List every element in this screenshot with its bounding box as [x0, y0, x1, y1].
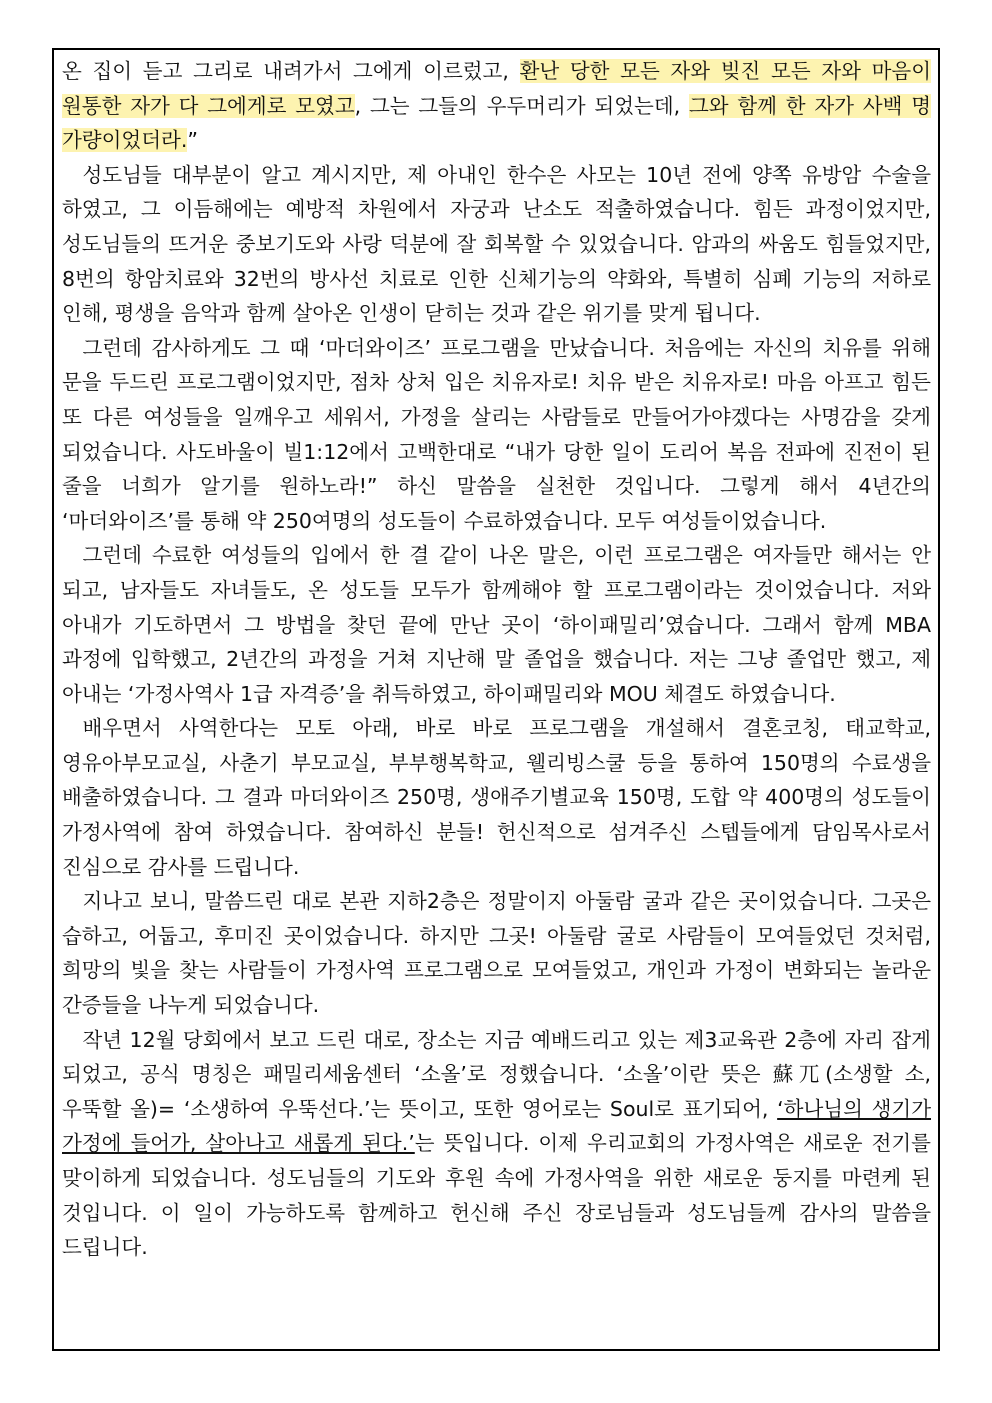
text-segment: 그런데 감사하게도 그 때 ‘마더와이즈’ 프로그램을 만났습니다. 처음에는 자신의 치유를 위해 문을 두드린 프로그램이었지만, 점차 상처 입은 치유자로! 치유 받은 치유자로! 마음 아프고 힘든 또 다른 여성들을 일깨우고 세워서, 가정을 살리는 사람들로 만들어가야겠다는 사명감을 갖게 되었습니다. 사도바울이 빌1:12에서 고백한대로 “내가 당한 일이 도리어 복음 전파에 진전이 된 줄을 너희가 알기를 원하노라!” 하신 말씀을 실천한 것입니다. 그렇게 해서 4년간의 ‘마더와이즈’를 통해 약 250여명의 성도들이 수료하였습니다. 모두 여성들이었습니다.: [62, 335, 931, 533]
text-segment: 지나고 보니, 말씀드린 대로 본관 지하2층은 정말이지 아둘람 굴과 같은 곳이었습니다. 그곳은 습하고, 어둡고, 후미진 곳이었습니다. 하지만 그곳! 아둘람 굴로 사람들이 모여들었던 것처럼, 희망의 빛을 찾는 사람들이 가정사역 프로그램으로 모여들었고, 개인과 가정이 변화되는 놀라운 간증들을 나누게 되었습니다.: [62, 889, 931, 1018]
paragraph-5: [62, 711, 931, 884]
paragraph-1: [62, 54, 931, 158]
text-segment: 그런데 수료한 여성들의 입에서 한 결 같이 나온 말은, 이런 프로그램은 여자들만 해서는 안 되고, 남자들도 자녀들도, 온 성도들 모두가 함께해야 할 프로그램이라는 것이었습니다. 저와 아내가 기도하면서 그 방법을 찾던 끝에 만난 곳이 ‘하이패밀리’였습니다. 그래서 함께 MBA 과정에 입학했고, 2년간의 과정을 거쳐 지난해 말 졸업을 했습니다. 저는 그냥 졸업만 했고, 제 아내는 ‘가정사역사 1급 자격증’을 취득하였고, 하이패밀리와 MOU 체결도 하였습니다.: [62, 543, 931, 706]
text-segment: , 그는 그들의 우두머리가 되었는데,: [354, 93, 689, 118]
highlighted-text: 그와 함께 한 자가 사백 명 가량이었더라.: [62, 93, 931, 153]
text-segment: 성도님들 대부분이 알고 계시지만, 제 아내인 한수은 사모는 10년 전에 양쪽 유방암 수술을 하였고, 그 이듬해에는 예방적 차원에서 자궁과 난소도 적출하였습니다. 힘든 과정이었지만, 성도님들의 뜨거운 중보기도와 사랑 덕분에 잘 회복할 수 있었습니다. 암과의 싸움도 힘들었지만, 8번의 항암치료와 32번의 방사선 치료로 인한 신체기능의 약화와, 특별히 심폐 기능의 저하로 인해, 평생을 음악과 함께 살아온 인생이 닫히는 것과 같은 위기를 맞게 됩니다.: [62, 162, 931, 326]
highlighted-text: 환난 당한 모든 자와 빚진 모든 자와 마음이 원통한 자가 다 그에게로 모였고: [62, 59, 931, 118]
text-segment: 온 집이 듣고 그리로 내려가서 그에게 이르렀고,: [62, 59, 520, 83]
text-segment: ”: [187, 128, 198, 153]
paragraph-6: [62, 884, 931, 1022]
text-segment: 는 뜻입니다. 이제 우리교회의 가정사역은 새로운 전기를 맞이하게 되었습니다. 성도님들의 기도와 후원 속에 가정사역을 위한 새로운 둥지를 마련케 된 것입니다. 이 일이 가능하도록 함께하고 헌신해 주신 장로님들과 성도님들께 감사의 말씀을 드립니다.: [62, 1131, 931, 1260]
text-segment: 배우면서 사역한다는 모토 아래, 바로 바로 프로그램을 개설해서 결혼코칭, 태교학교, 영유아부모교실, 사춘기 부모교실, 부부행복학교, 웰리빙스쿨 등을 통하여 150명의 수료생을 배출하였습니다. 그 결과 마더와이즈 250명, 생애주기별교육 150명, 도합 약 400명의 성도들이 가정사역에 참여 하였습니다. 참여하신 분들! 헌신적으로 섬겨주신 스텝들에게 담임목사로서 진심으로 감사를 드립니다.: [62, 716, 931, 879]
paragraph-3: [62, 331, 931, 539]
document-page: [52, 48, 940, 1351]
text-segment: 작년 12월 당회에서 보고 드린 대로, 장소는 지금 예배드리고 있는 제3교육관 2층에 자리 잡게 되었고, 공식 명칭은 패밀리세움센터 ‘소올’로 정했습니다. ‘소올’이란 뜻은 蘇兀(소생할 소, 우뚝할 올)= ‘소생하여 우뚝선다.’는 뜻이고, 또한 영어로는 Soul로 표기되어,: [62, 1027, 931, 1121]
paragraph-2: [62, 158, 931, 331]
paragraph-4: [62, 538, 931, 711]
paragraph-7: [62, 1023, 931, 1265]
underlined-text: ‘하나님의 생기가 가정에 들어가, 살아나고 새롭게 된다.’: [62, 1096, 931, 1156]
